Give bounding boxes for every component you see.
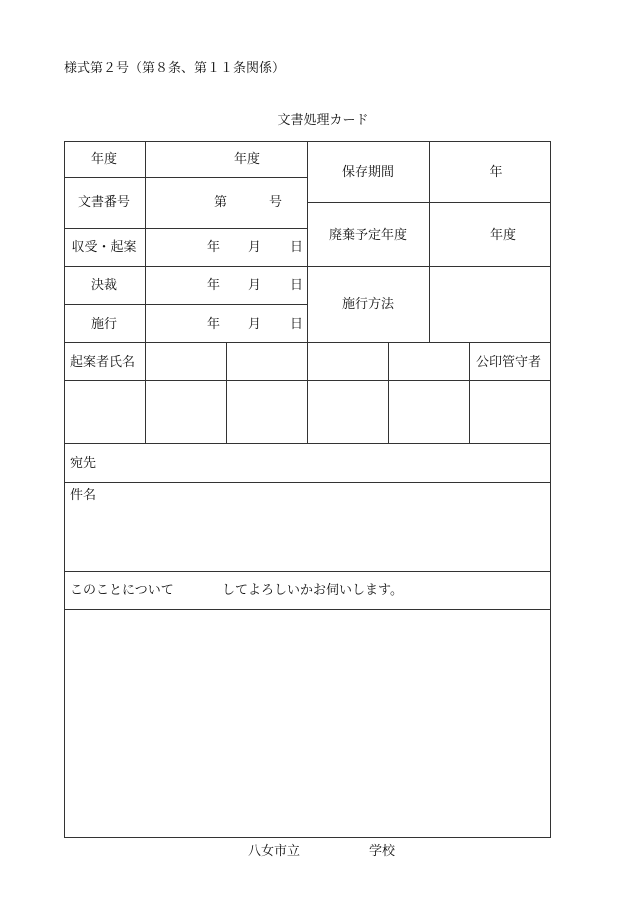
addressee-label: 宛先 [70,456,97,471]
enforcement-label: 施行 [90,317,118,332]
disposal-year-value: 年度 [489,228,517,243]
receipt-draft-day: 日 [290,240,304,255]
document-number-dai: 第 [214,195,228,210]
enforcement-year: 年 [207,317,221,332]
enforcement-day: 日 [290,317,304,332]
nendo-label: 年度 [90,152,118,167]
document-number-label: 文書番号 [77,195,131,210]
decision-year: 年 [207,278,221,293]
form-number: 様式第２号（第８条、第１１条関係） [64,61,286,76]
enforcement-month: 月 [248,317,262,332]
footer-school: 学校 [369,844,396,859]
document-number-go: 号 [269,195,283,210]
decision-label: 決裁 [90,278,118,293]
enforcement-method-label: 施行方法 [341,297,395,312]
retention-period-label: 保存期間 [341,165,395,180]
decision-month: 月 [248,278,262,293]
receipt-draft-month: 月 [248,240,262,255]
drafter-name-label: 起案者氏名 [70,355,136,370]
receipt-draft-year: 年 [207,240,221,255]
card-title: 文書処理カード [277,113,369,128]
disposal-year-label: 廃棄予定年度 [328,228,408,243]
subject-label: 件名 [70,488,97,503]
request-text-before: このことについて [70,583,174,598]
footer-city: 八女市立 [248,844,301,859]
request-text-after: してよろしいかお伺いします。 [222,583,403,598]
receipt-draft-label: 収受・起案 [71,240,137,255]
seal-keeper-label: 公印管守者 [476,355,542,370]
decision-day: 日 [290,278,304,293]
nendo-value: 年度 [233,152,261,167]
retention-period-value: 年 [489,165,503,180]
